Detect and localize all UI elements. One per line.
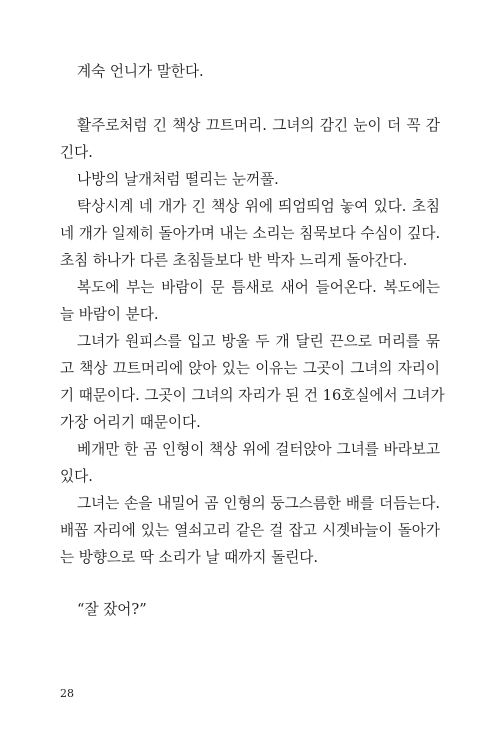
text-line: 긴다. [60, 144, 93, 161]
text-line: 초침 하나가 다른 초침들보다 반 박자 느리게 돌아간다. [60, 252, 408, 269]
text-line: 있다. [60, 468, 93, 485]
text-line: 계숙 언니가 말한다. [77, 63, 204, 80]
text-line: 배꼽 자리에 있는 열쇠고리 같은 걸 잡고 시곗바늘이 돌아가 [60, 522, 440, 539]
text-line: 베개만 한 곰 인형이 책상 위에 걸터앉아 그녀를 바라보고 [77, 441, 440, 458]
text-line: 가장 어리기 때문이다. [60, 414, 201, 431]
text-line: 네 개가 일제히 돌아가며 내는 소리는 침묵보다 수심이 깊다. [60, 225, 441, 242]
text-line: 탁상시계 네 개가 긴 책상 위에 띄엄띄엄 놓여 있다. 초침 [77, 198, 440, 215]
text-line: 기 때문이다. 그곳이 그녀의 자리가 된 건 16호실에서 그녀가 [60, 387, 445, 404]
text-line: 활주로처럼 긴 책상 끄트머리. 그녀의 감긴 눈이 더 꼭 감 [77, 117, 440, 134]
page-number: 28 [60, 687, 74, 700]
text-line: 고 책상 끄트머리에 앉아 있는 이유는 그곳이 그녀의 자리이 [60, 360, 440, 377]
text-line: 복도에 부는 바람이 문 틈새로 새어 들어온다. 복도에는 [77, 279, 440, 296]
text-line: 는 방향으로 딱 소리가 날 때까지 돌린다. [60, 549, 319, 566]
text-line: 그녀가 원피스를 입고 방울 두 개 달린 끈으로 머리를 묶 [77, 333, 440, 350]
text-line: 그녀는 손을 내밀어 곰 인형의 둥그스름한 배를 더듬는다. [77, 495, 440, 512]
dialogue-line: “잘 잤어?” [77, 601, 147, 618]
text-line: 늘 바람이 분다. [60, 306, 159, 323]
text-line: 나방의 날개처럼 떨리는 눈꺼풀. [77, 171, 279, 188]
